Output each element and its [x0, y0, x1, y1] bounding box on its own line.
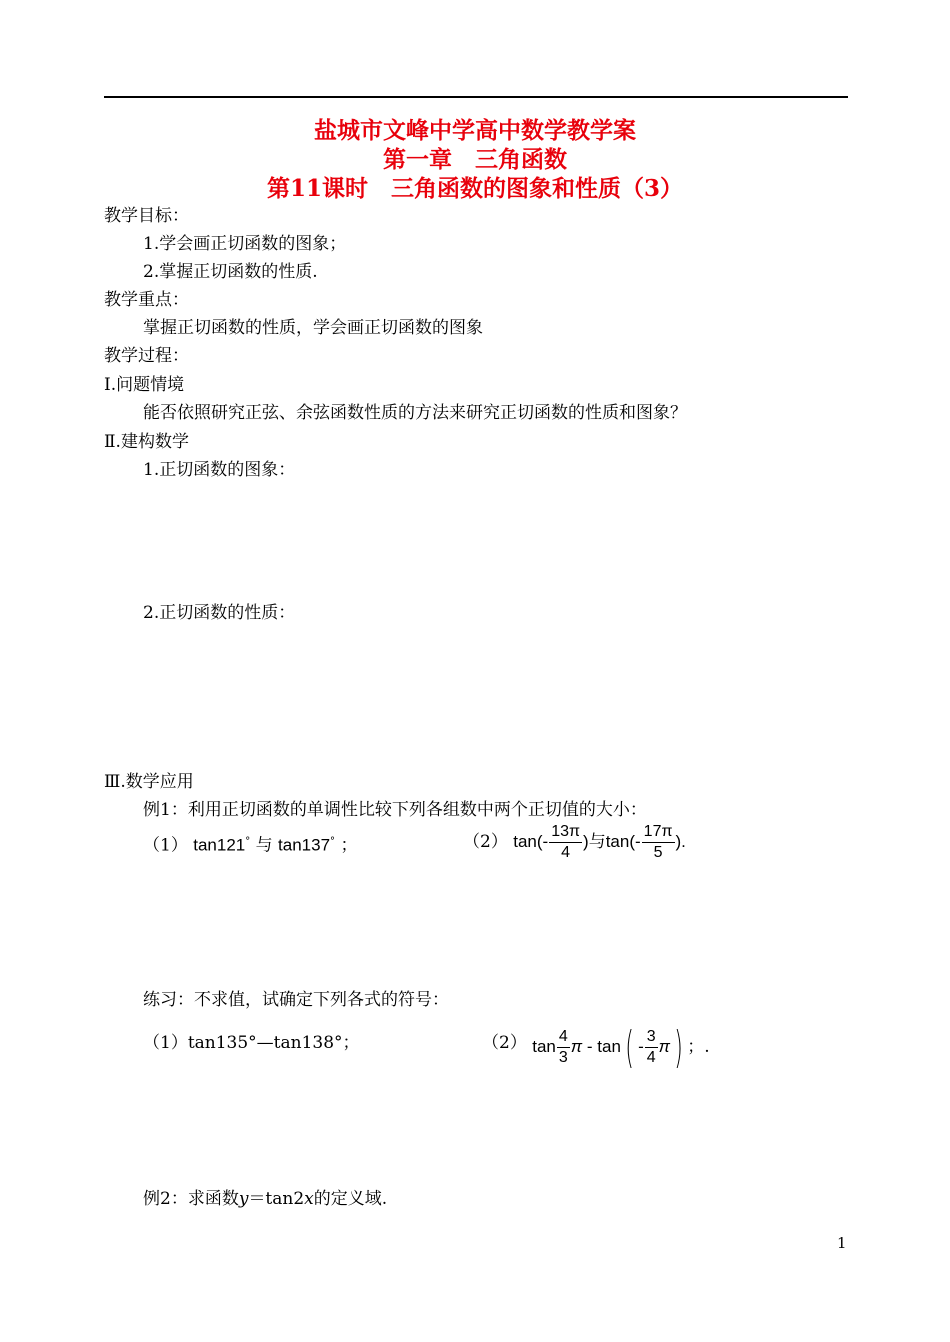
- example2-equation: ＝tan2: [248, 1189, 305, 1209]
- example1-text: 例1：利用正切函数的单调性比较下列各组数中两个正切值的大小：: [143, 800, 647, 820]
- connector-with: 与: [255, 835, 273, 856]
- fraction-13pi-over-4: [549, 822, 582, 863]
- tan-open-1: tan(-: [513, 832, 549, 851]
- section1-heading: Ⅰ.问题情境: [104, 375, 185, 395]
- exercise-expression: [532, 1021, 710, 1073]
- section2-item-2: 2.正切函数的性质：: [143, 603, 296, 623]
- negative-sign: -: [638, 1037, 644, 1056]
- exercise-part1: （1）tan135°—tan138°；: [143, 1033, 360, 1053]
- part-label: （2）: [482, 1033, 527, 1053]
- minus-sign: -: [582, 1037, 598, 1056]
- tan-close: ).: [675, 832, 686, 851]
- section2-item-1: 1.正切函数的图象：: [143, 460, 296, 480]
- lesson-title: 第11课时 三角函数的图象和性质（3）: [266, 175, 683, 202]
- fraction-17pi-over-5: [642, 822, 675, 863]
- objectives-heading: 教学目标：: [104, 206, 189, 226]
- section1-text: 能否依照研究正弦、余弦函数性质的方法来研究正切函数的性质和图象？: [143, 403, 687, 423]
- denominator: 3: [558, 1049, 568, 1066]
- fraction-4-over-3: [557, 1027, 570, 1068]
- part-label: （1）: [143, 835, 188, 856]
- focus-heading: 教学重点：: [104, 290, 189, 310]
- chapter-title: 第一章 三角函数: [383, 146, 567, 173]
- denominator: 4: [646, 1049, 656, 1066]
- tan-2: tan: [597, 1037, 621, 1056]
- right-paren: ): [674, 1021, 683, 1073]
- header-rule: [104, 96, 848, 98]
- degree-mark: °: [330, 836, 336, 847]
- tan-1: tan: [532, 1037, 556, 1056]
- fraction-3-over-4: [645, 1027, 658, 1068]
- example2-prefix: 例2：求函数: [143, 1189, 239, 1209]
- part-end: ；.: [687, 1037, 710, 1057]
- degree-mark: °: [245, 836, 251, 847]
- denominator: 4: [561, 844, 571, 861]
- section2-heading: Ⅱ.建构数学: [104, 432, 189, 452]
- variable-x: x: [304, 1189, 314, 1209]
- section3-heading: Ⅲ.数学应用: [104, 772, 194, 792]
- tan-mid: )与tan(-: [583, 832, 641, 851]
- example1-part1: [143, 830, 357, 858]
- objective-item-1: 1.学会画正切函数的图象；: [143, 234, 347, 254]
- pi-symbol: π: [570, 1037, 583, 1056]
- tan137-expr: tan137: [278, 835, 331, 855]
- denominator: 5: [653, 844, 663, 861]
- process-heading: 教学过程：: [104, 346, 189, 366]
- pi-symbol: π: [658, 1037, 671, 1056]
- example2-suffix: 的定义域.: [313, 1189, 388, 1209]
- numerator: 3: [645, 1027, 658, 1048]
- numerator: 17π: [642, 822, 675, 843]
- part-label: （2）: [463, 832, 508, 852]
- example1-part2: [463, 820, 686, 864]
- school-title: 盐城市文峰中学高中数学教学案: [314, 117, 636, 144]
- numerator: 4: [557, 1027, 570, 1048]
- exercise-text: 练习：不求值，试确定下列各式的符号：: [143, 990, 449, 1010]
- example2-text: [143, 1187, 387, 1211]
- exercise-part2: [482, 1021, 710, 1077]
- focus-text: 掌握正切函数的性质，学会画正切函数的图象: [143, 318, 483, 338]
- left-paren: (: [625, 1021, 634, 1073]
- variable-y: y: [238, 1189, 249, 1209]
- numerator: 13π: [549, 822, 582, 843]
- page-number: 1: [837, 1234, 847, 1252]
- objective-item-2: 2.掌握正切函数的性质.: [143, 262, 318, 282]
- part-end: ；: [340, 835, 358, 856]
- tan121-expr: tan121: [193, 835, 246, 855]
